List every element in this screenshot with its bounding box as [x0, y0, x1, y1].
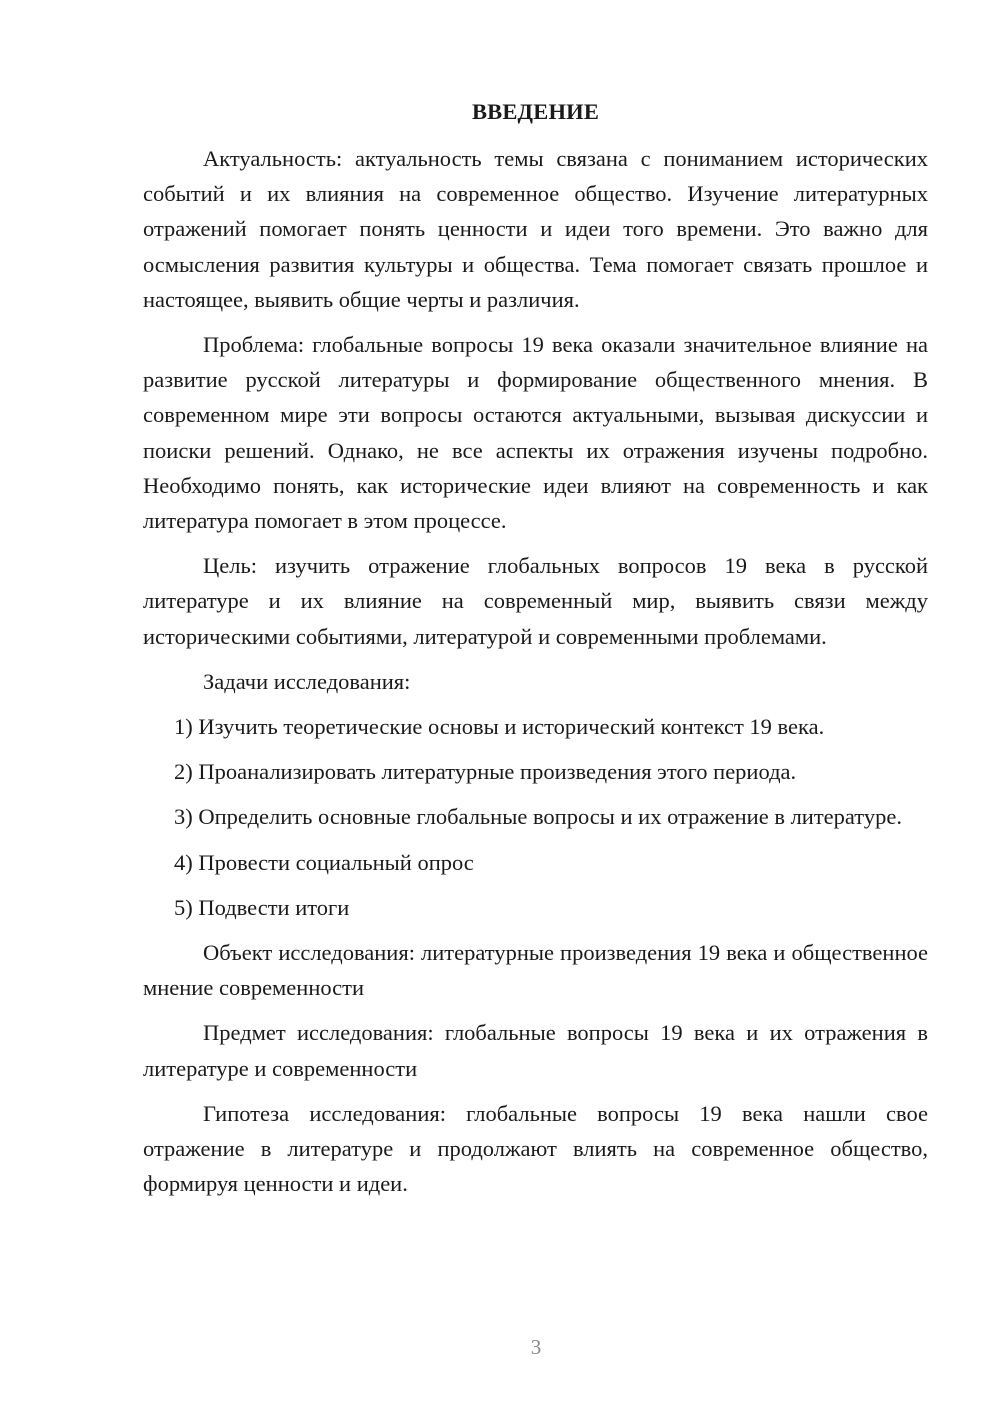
- paragraph-relevance: Актуальность: актуальность темы связана с пониманием исторических событий и их влияния на современное общество. Изучение литературных отражений помогает понять ценности и идеи того времени. Это важно для осмысления развития культуры и общества. Тема помогает связать прошлое и настоящее, выявить общие черты и различия.: [143, 146, 928, 312]
- task-item-3: 3) Определить основные глобальные вопросы и их отражение в литературе.: [174, 804, 902, 830]
- section-title: ВВЕДЕНИЕ: [471, 99, 600, 124]
- task-item-1: 1) Изучить теоретические основы и исторический контекст 19 века.: [174, 714, 825, 740]
- task-item-4: 4) Провести социальный опрос: [174, 849, 474, 875]
- paragraph-hypothesis: Гипотеза исследования: глобальные вопросы 19 века нашли свое отражение в литературе и продолжают влиять на современное общество, формируя ценности и идеи.: [143, 1100, 928, 1197]
- paragraph-subject: Предмет исследования: глобальные вопросы 19 века и их отражения в литературе и современности: [143, 1020, 928, 1081]
- task-item-5: 5) Подвести итоги: [174, 894, 350, 920]
- paragraph-goal: Цель: изучить отражение глобальных вопросов 19 века в русской литературе и их влияние на современный мир, выявить связи между историческими событиями, литературой и современными проблемами.: [143, 553, 928, 649]
- page-content: [143, 94, 928, 1211]
- task-item-2: 2) Проанализировать литературные произведения этого периода.: [174, 759, 797, 785]
- tasks-heading: Задачи исследования:: [203, 668, 411, 694]
- page-number: 3: [530, 1335, 542, 1359]
- paragraph-problem: Проблема: глобальные вопросы 19 века оказали значительное влияние на развитие русской литературы и формирование общественного мнения. В современном мире эти вопросы остаются актуальными, вызывая дискуссии и поиски решений. Однако, не все аспекты их отражения изучены подробно. Необходимо понять, как исторические идеи влияют на современность и как литература помогает в этом процессе.: [143, 332, 928, 534]
- paragraph-object: Объект исследования: литературные произведения 19 века и общественное мнение современности: [143, 940, 928, 1001]
